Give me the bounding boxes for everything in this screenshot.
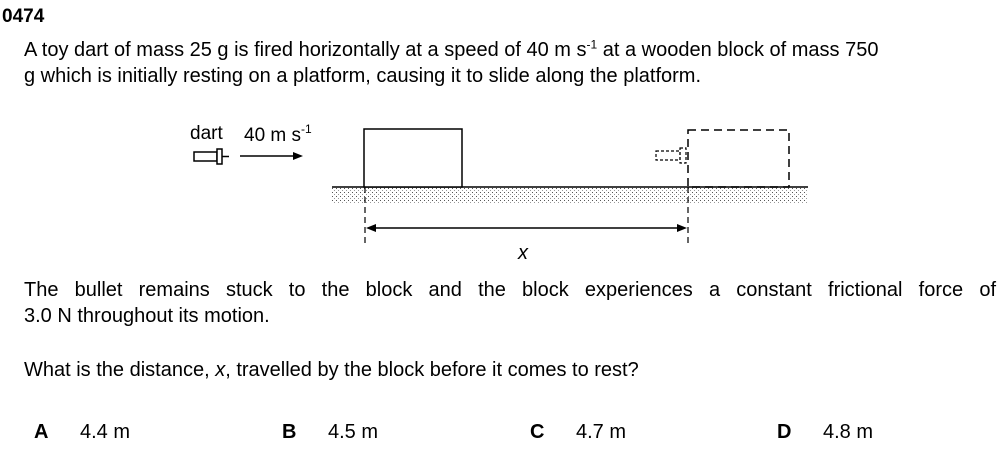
friction-line-2: 3.0 N throughout its motion. (24, 305, 270, 327)
question-text-b: , travelled by the block before it comes to rest? (225, 359, 639, 381)
question-text-a: What is the distance, (24, 359, 216, 381)
question-prompt (24, 357, 639, 383)
option-c[interactable] (530, 419, 626, 445)
intro-line-2: g which is initially resting on a platform, causing it to slide along the platform. (24, 64, 702, 87)
speed-exponent: -1 (301, 122, 312, 136)
dart-icon (194, 149, 229, 164)
option-text: 4.5 m (328, 421, 379, 443)
option-b[interactable] (282, 419, 378, 445)
speed-label (244, 122, 312, 146)
distance-arrow-icon (366, 224, 687, 232)
intro-exponent: -1 (586, 37, 598, 51)
block-final (688, 130, 789, 187)
option-d[interactable] (777, 419, 873, 445)
intro-text-a: A toy dart of mass 25 g is fired horizontally at a speed of 40 m s (24, 38, 587, 61)
option-letter: C (530, 421, 545, 443)
distance-label: x (518, 242, 528, 264)
embedded-dart-icon (656, 148, 686, 163)
intro-text-b: at a wooden block of mass 750 (597, 38, 879, 61)
option-a[interactable] (34, 419, 130, 445)
option-letter: D (777, 421, 792, 443)
platform-ground (332, 187, 808, 204)
friction-statement (24, 277, 996, 329)
velocity-arrow-icon (240, 152, 303, 160)
friction-line-1: The bullet remains stuck to the block and the block experiences a constant frictional force of (24, 279, 996, 301)
option-text: 4.8 m (823, 421, 874, 443)
question-number: 0474 (2, 6, 45, 27)
speed-value: 40 m s (244, 125, 302, 146)
question-variable: x (215, 359, 226, 381)
option-text: 4.4 m (80, 421, 131, 443)
dart-label: dart (190, 123, 223, 144)
option-text: 4.7 m (576, 421, 627, 443)
option-letter: B (282, 421, 297, 443)
option-letter: A (34, 421, 49, 443)
block-initial (364, 129, 462, 187)
